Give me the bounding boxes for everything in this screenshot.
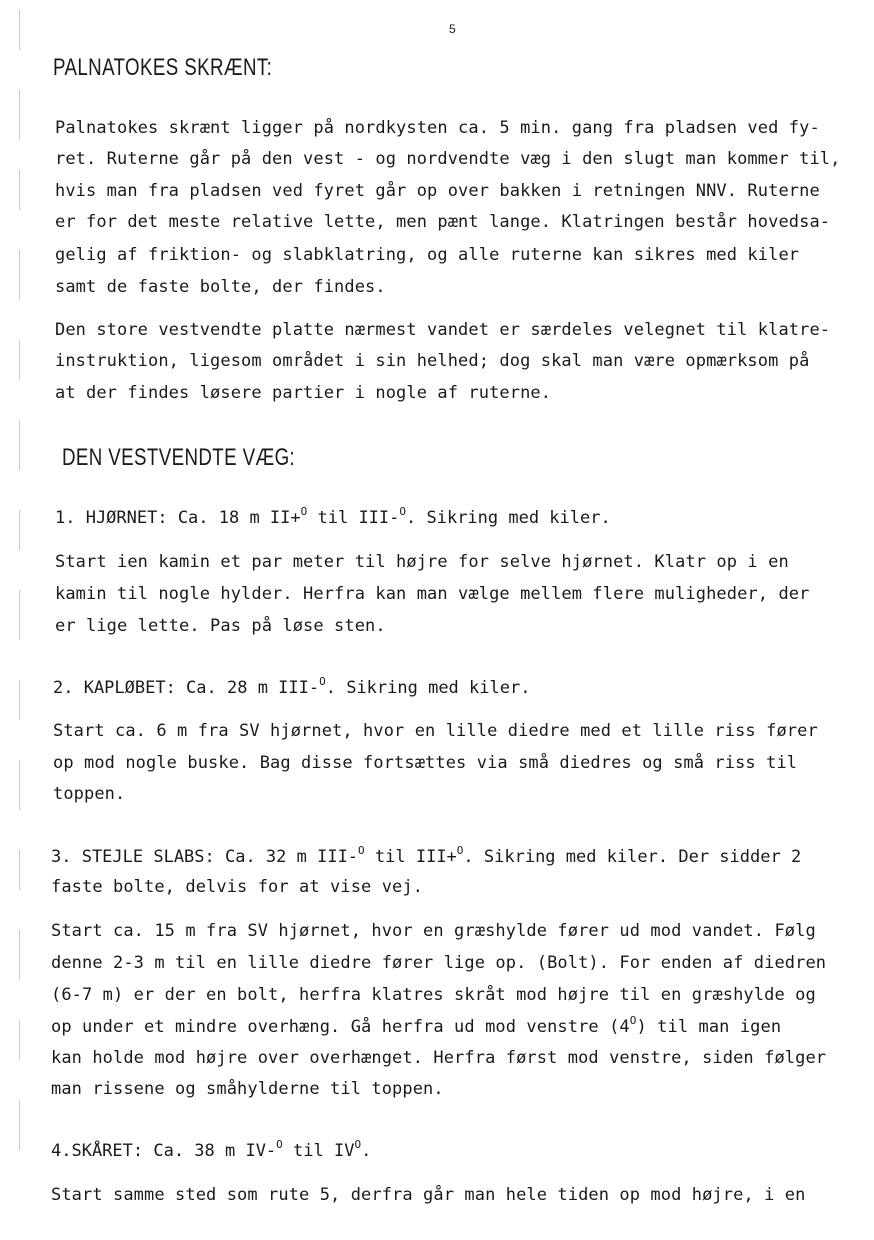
route-title-text: 4.SKÅRET: Ca. 38 m IV- [51, 1141, 277, 1161]
margin-mark [19, 420, 20, 470]
route-description-line: Start ca. 15 m fra SV hjørnet, hvor en græshylde fører ud mod vandet. Følg [51, 921, 816, 941]
grade-degree: O [300, 505, 308, 518]
margin-mark [19, 90, 20, 140]
margin-mark [19, 510, 20, 550]
paragraph-line: instruktion, ligesom området i sin helhed; dog skal man være opmærksom på [55, 351, 810, 371]
route-title-text: 1. HJØRNET: Ca. 18 m II+ [55, 508, 301, 528]
margin-mark [19, 680, 20, 720]
section-heading-palnatokes: PALNATOKES SKRÆNT: [53, 54, 273, 81]
margin-mark [19, 10, 20, 50]
grade-degree: O [358, 844, 365, 857]
grade-degree: O [276, 1138, 283, 1151]
section-heading-vestvendte: DEN VESTVENDTE VÆG: [62, 444, 296, 471]
route-description-line: kamin til nogle hylder. Herfra kan man vælge mellem flere muligheder, der [55, 584, 810, 604]
route-description-line: toppen. [53, 784, 126, 804]
paragraph-line: er for det meste relative lette, men pænt lange. Klatringen består hovedsa- [55, 212, 831, 232]
paragraph-line: Palnatokes skrænt ligger på nordkysten ca. 5 min. gang fra pladsen ved fy- [55, 118, 820, 138]
grade-degree: O [629, 1014, 637, 1027]
route-title-text: 3. STEJLE SLABS: Ca. 32 m III- [51, 847, 359, 867]
route-title [51, 1138, 372, 1161]
route-title-text: . [361, 1141, 372, 1161]
route-title [51, 844, 802, 867]
paragraph-line: hvis man fra pladsen ved fyret går op over bakken i retningen NNV. Ruterne [55, 181, 820, 201]
grade-degree: O [399, 505, 407, 518]
route-title [55, 505, 611, 528]
margin-mark [19, 1020, 20, 1060]
margin-mark [19, 850, 20, 890]
route-description-line: Start ien kamin et par meter til højre for selve hjørnet. Klatr op i en [55, 552, 789, 572]
route-title-text: 2. KAPLØBET: Ca. 28 m III- [53, 678, 320, 698]
margin-mark [19, 1100, 20, 1150]
paragraph-line: at der findes løsere partier i nogle af ruterne. [55, 383, 552, 403]
route-description-line: er lige lette. Pas på løse sten. [55, 616, 386, 636]
route-description-line: kan holde mod højre over overhænget. Herfra først mod venstre, siden følger [51, 1048, 827, 1068]
route-title-text: . Sikring med kiler. [325, 678, 531, 698]
margin-mark [19, 250, 20, 300]
route-description-line: op mod nogle buske. Bag disse fortsættes via små diedres og små riss til [53, 753, 798, 773]
route-description-line: Start samme sted som rute 5, derfra går man hele tiden op mod højre, i en [51, 1185, 806, 1205]
route-description-line [51, 1014, 782, 1037]
route-title-text: til IV [282, 1141, 355, 1161]
margin-mark [19, 590, 20, 640]
route-description-line: Start ca. 6 m fra SV hjørnet, hvor en lille diedre med et lille riss fører [53, 721, 818, 741]
route-title-text: . Sikring med kiler. Der sidder 2 [463, 847, 802, 867]
margin-mark [19, 340, 20, 380]
route-title-text: til III- [307, 508, 400, 528]
route-title [53, 675, 531, 698]
route-title-text: til III+ [364, 847, 457, 867]
grade-degree: O [456, 844, 464, 857]
route-description-text: op under et mindre overhæng. Gå herfra ud mod venstre (4 [51, 1017, 630, 1037]
margin-mark [19, 760, 20, 810]
paragraph-line: gelig af friktion- og slabklatring, og alle ruterne kan sikres med kiler [55, 245, 800, 265]
grade-degree: O [319, 675, 326, 688]
route-description-line: (6-7 m) er der en bolt, herfra klatres skråt mod højre til en græshylde og [51, 985, 816, 1005]
grade-degree: O [354, 1138, 362, 1151]
paragraph-line: Den store vestvendte platte nærmest vandet er særdeles velegnet til klatre- [55, 320, 831, 340]
paragraph-line: samt de faste bolte, der findes. [55, 277, 386, 297]
route-description-line: denne 2-3 m til en lille diedre fører lige op. (Bolt). For enden af diedren [51, 953, 827, 973]
paragraph-line: ret. Ruterne går på den vest - og nordvendte væg i den slugt man kommer til, [55, 149, 841, 169]
margin-mark [19, 930, 20, 980]
margin-mark [19, 170, 20, 210]
route-title-text: . Sikring med kiler. [406, 508, 611, 528]
route-title-continuation: faste bolte, delvis for at vise vej. [51, 877, 424, 897]
route-description-text: ) til man igen [636, 1017, 782, 1037]
route-description-line: man rissene og småhylderne til toppen. [51, 1079, 444, 1099]
page-number: 5 [449, 22, 456, 36]
